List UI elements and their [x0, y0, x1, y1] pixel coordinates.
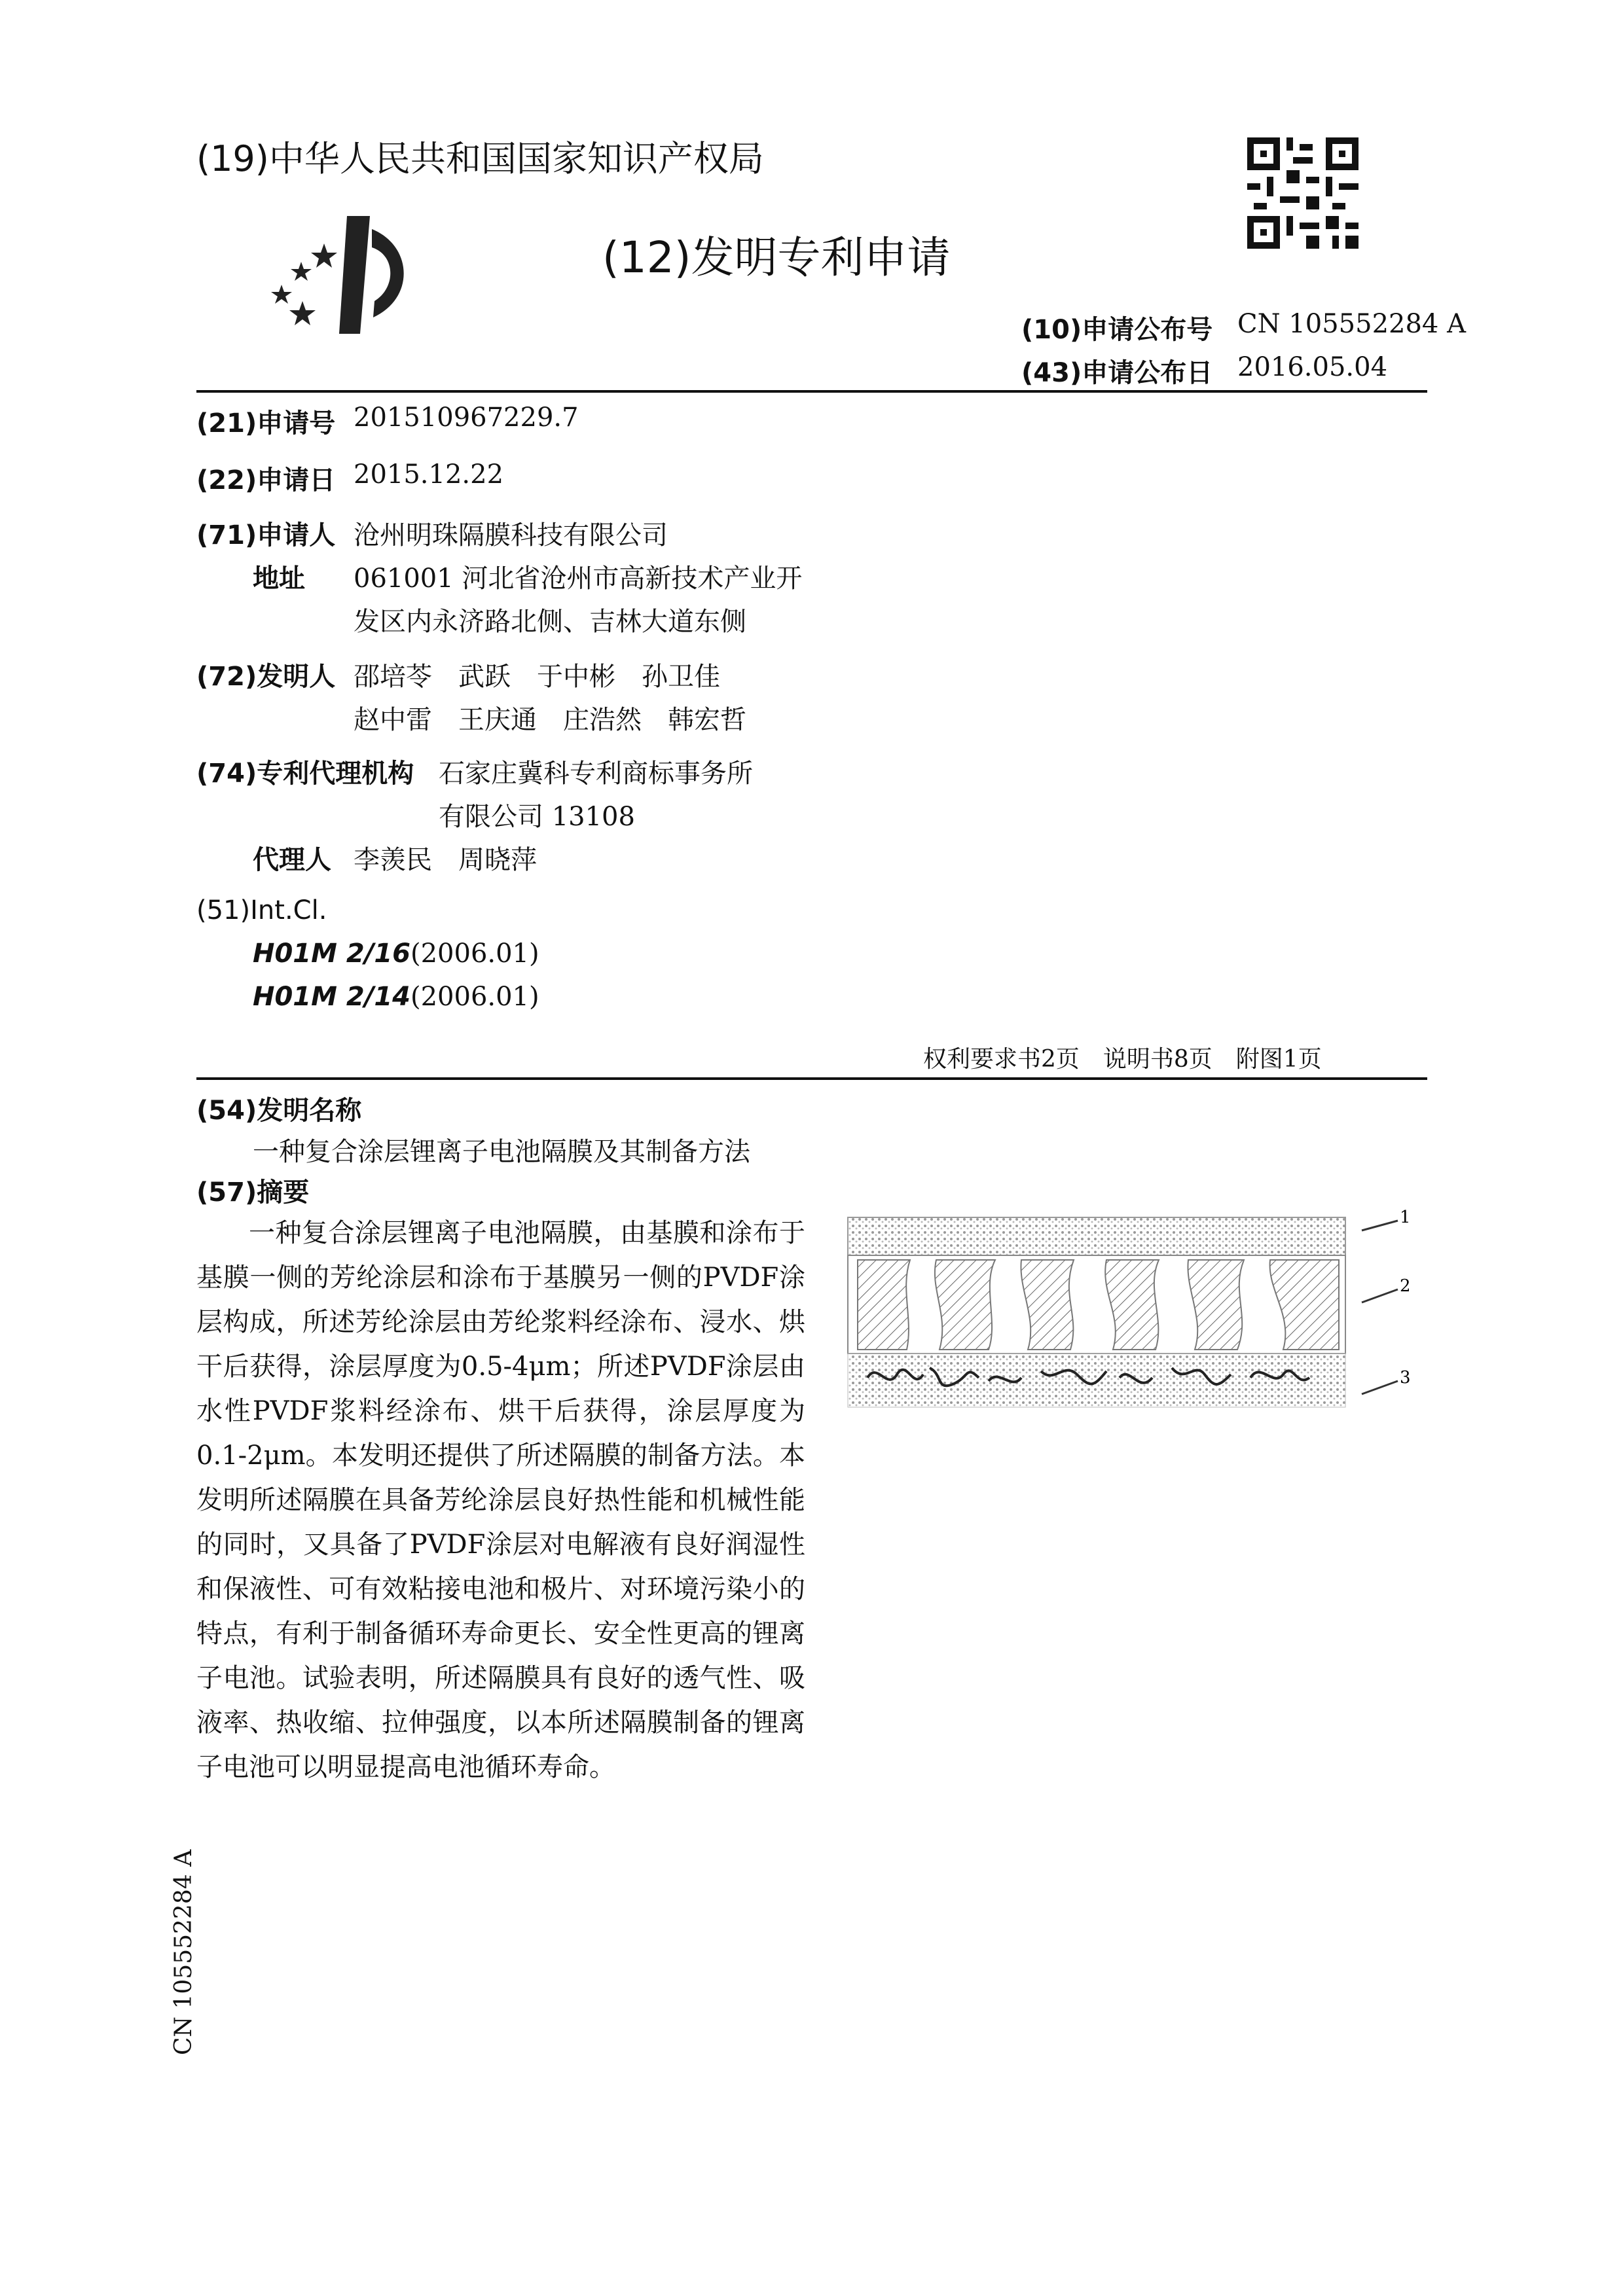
address-label: 地址	[253, 564, 305, 594]
ipc-2: H01M 2/14(2006.01)	[253, 982, 539, 1012]
inventors-line-1: 邵培苓 武跃 于中彬 孙卫佳	[354, 662, 720, 692]
abstract-text: 一种复合涂层锂离子电池隔膜，由基膜和涂布于基膜一侧的芳纶涂层和涂布于基膜另一侧的PVDF涂层构成，所述芳纶涂层由芳纶浆料经涂布、浸水、烘干后获得，涂层厚度为0.5-4μm；所述PVDF涂层由水性PVDF浆料经涂布、烘干后获得，涂层厚度为0.1-2μm。本发明还提供了所述隔膜的制备方法。本发明所述隔膜在具备芳纶涂层良好热性能和机械性能的同时，又具备了PVDF涂层对电解液有良好润湿性和保液性、可有效粘接电池和极片、对环境污染小的特点，有利于制备循环寿命更长、安全性更高的锂离子电池。试验表明，所述隔膜具有良好的透气性、吸液率、热收缩、拉伸强度，以本所述隔膜制备的锂离子电池可以明显提高电池循环寿命。	[196, 1218, 805, 1782]
separator-diagram	[831, 1204, 1427, 1446]
document-type: (12)发明专利申请	[602, 232, 951, 283]
figure-label-2: 2	[1400, 1276, 1411, 1296]
app-date: 2015.12.22	[354, 459, 504, 490]
qr-code-icon	[1247, 137, 1359, 249]
agents: 李羡民 周晓萍	[354, 845, 537, 875]
app-no: 201510967229.7	[354, 403, 579, 433]
invention-title: 一种复合涂层锂离子电池隔膜及其制备方法	[253, 1137, 750, 1167]
address-line-1: 061001 河北省沧州市高新技术产业开	[354, 564, 803, 594]
applicant-row: (71)申请人	[196, 520, 336, 550]
figure-label-3: 3	[1400, 1368, 1411, 1388]
title-label: (54)发明名称	[196, 1096, 362, 1126]
pages-summary: 权利要求书2页 说明书8页 附图1页	[923, 1046, 1322, 1073]
pub-no: CN 105552284 A	[1237, 309, 1466, 339]
ipc-1: H01M 2/16(2006.01)	[253, 939, 539, 969]
pub-date: 2016.05.04	[1237, 352, 1388, 382]
intcl-label: (51)Int.Cl.	[196, 895, 327, 925]
figure-label-1: 1	[1400, 1208, 1411, 1227]
address-line-2: 发区内永济路北侧、吉林大道东侧	[354, 607, 746, 637]
app-no-row: (21)申请号	[196, 408, 336, 439]
section-divider	[196, 1077, 1427, 1080]
pub-date-label: (43)申请公布日	[1021, 358, 1213, 388]
authority-name: (19)中华人民共和国国家知识产权局	[196, 138, 764, 179]
header-divider	[196, 390, 1427, 393]
cnipa-logo-icon	[262, 209, 419, 340]
pub-no-label: (10)申请公布号	[1021, 315, 1213, 345]
inventor-row: (72)发明人	[196, 662, 336, 692]
side-publication-number: CN 105552284 A	[170, 1849, 197, 2055]
agency-line-2: 有限公司 13108	[439, 802, 635, 832]
app-date-row: (22)申请日	[196, 465, 336, 495]
inventors-line-2: 赵中雷 王庆通 庄浩然 韩宏哲	[354, 705, 746, 735]
agent-label: 代理人	[253, 845, 331, 875]
agency-line-1: 石家庄冀科专利商标事务所	[439, 759, 753, 789]
abstract-label: (57)摘要	[196, 1177, 310, 1208]
agency-row: (74)专利代理机构	[196, 759, 414, 789]
applicant: 沧州明珠隔膜科技有限公司	[354, 520, 668, 550]
